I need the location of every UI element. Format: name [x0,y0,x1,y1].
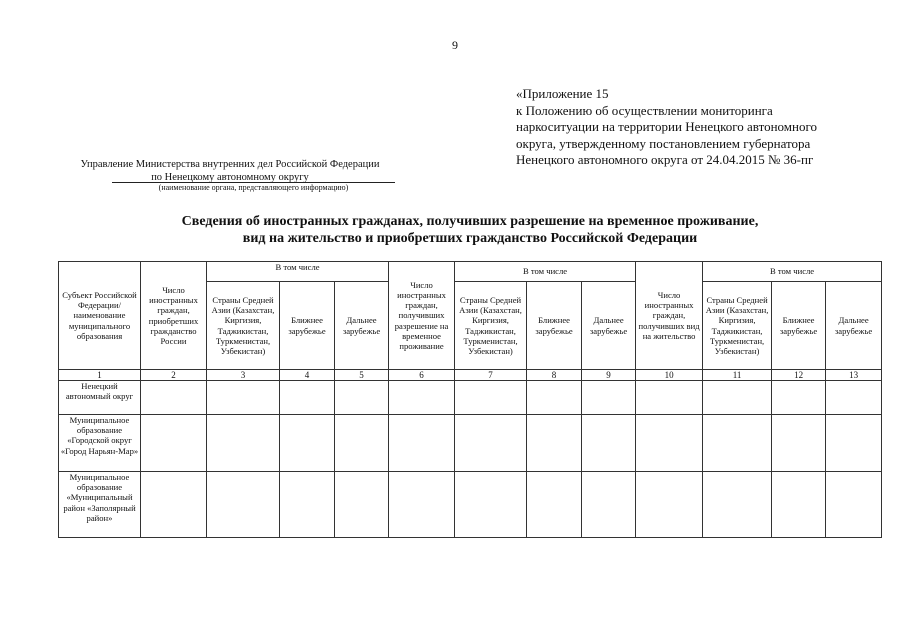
data-cell[interactable] [636,381,703,415]
data-cell[interactable] [582,415,636,472]
data-cell[interactable] [582,381,636,415]
appendix-line: «Приложение 15 [516,86,609,101]
data-cell[interactable] [141,472,207,538]
data-cell[interactable] [280,381,335,415]
column-number: 5 [335,370,389,381]
header-count-residence: Число иностранных граждан, получивших вид на жительство [636,262,703,370]
column-number: 10 [636,370,703,381]
column-number: 2 [141,370,207,381]
data-cell[interactable] [389,472,455,538]
data-cell[interactable] [826,472,882,538]
appendix-line: наркоситуации на территории Ненецкого автономного [516,119,817,134]
column-number: 1 [59,370,141,381]
column-number: 3 [207,370,280,381]
data-cell[interactable] [141,381,207,415]
data-cell[interactable] [772,415,826,472]
data-cell[interactable] [335,381,389,415]
header-far-abroad: Дальнее зарубежье [335,282,389,370]
data-cell[interactable] [703,381,772,415]
header-central-asia: Страны Средней Азии (Казахстан, Киргизия, Таджикистан, Туркменистан, Узбекистан) [207,282,280,370]
row-label: Ненецкий автономный округ [59,381,141,415]
column-number: 11 [703,370,772,381]
header-far-abroad: Дальнее зарубежье [582,282,636,370]
table-row [59,472,882,538]
row-label: Муниципальное образование «Муниципальный район «Заполярный район» [59,472,141,538]
table-row [59,415,882,472]
statistics-table [58,261,882,538]
document-title [60,213,880,247]
organization-name [60,158,400,184]
data-cell[interactable] [826,381,882,415]
column-number: 9 [582,370,636,381]
data-cell[interactable] [455,472,527,538]
data-cell[interactable] [335,472,389,538]
data-cell[interactable] [455,415,527,472]
column-number: 8 [527,370,582,381]
header-central-asia: Страны Средней Азии (Казахстан, Киргизия, Таджикистан, Туркменистан, Узбекистан) [703,282,772,370]
organization-line: Управление Министерства внутренних дел Российской Федерации [80,159,380,170]
header-count-citizenship: Число иностранных граждан, приобретших гражданство России [141,262,207,370]
organization-line: по Ненецкому автономному округу [151,172,309,183]
header-near-abroad: Ближнее зарубежье [772,282,826,370]
header-row [59,262,882,282]
column-number: 13 [826,370,882,381]
header-subject: Субъект Российской Федерации/ наименование муниципального образования [59,262,141,370]
header-including: В том числе [703,262,882,282]
data-cell[interactable] [280,415,335,472]
appendix-line: округа, утвержденному постановлением губернатора [516,135,811,151]
data-cell[interactable] [527,415,582,472]
data-cell[interactable] [703,415,772,472]
column-number: 12 [772,370,826,381]
column-number: 4 [280,370,335,381]
data-cell[interactable] [772,472,826,538]
data-cell[interactable] [582,472,636,538]
data-cell[interactable] [207,472,280,538]
data-cell[interactable] [335,415,389,472]
data-cell[interactable] [141,415,207,472]
title-line: вид на жительство и приобретших гражданство Российской Федерации [242,231,698,246]
table-row [59,381,882,415]
data-cell[interactable] [389,381,455,415]
data-cell[interactable] [636,472,703,538]
data-cell[interactable] [207,381,280,415]
data-cell[interactable] [527,381,582,415]
appendix-reference [516,86,876,169]
header-central-asia: Страны Средней Азии (Казахстан, Киргизия, Таджикистан, Туркменистан, Узбекистан) [455,282,527,370]
header-near-abroad: Ближнее зарубежье [527,282,582,370]
data-cell[interactable] [389,415,455,472]
column-number: 6 [389,370,455,381]
header-near-abroad: Ближнее зарубежье [280,282,335,370]
appendix-line: Ненецкого автономного округа от 24.04.2015 № 36-пг [516,152,814,167]
page-number: 9 [452,38,458,52]
data-cell[interactable] [826,415,882,472]
row-label: Муниципальное образование «Городской округ «Город Нарьян-Мар» [59,415,141,472]
data-cell[interactable] [772,381,826,415]
data-cell[interactable] [280,472,335,538]
data-cell[interactable] [527,472,582,538]
data-cell[interactable] [636,415,703,472]
title-line: Сведения об иностранных гражданах, получивших разрешение на временное проживание, [181,214,759,229]
header-far-abroad: Дальнее зарубежье [826,282,882,370]
column-number-row [59,370,882,381]
organization-caption: (наименование органа, представляющего информацию) [158,183,349,192]
header-including: В том числе [455,262,636,282]
data-cell[interactable] [207,415,280,472]
header-count-temporary: Число иностранных граждан, получивших разрешение на временное проживание [389,262,455,370]
header-including: В том числе [207,262,389,282]
column-number: 7 [455,370,527,381]
data-cell[interactable] [703,472,772,538]
appendix-line: к Положению об осуществлении мониторинга [516,102,773,118]
data-cell[interactable] [455,381,527,415]
